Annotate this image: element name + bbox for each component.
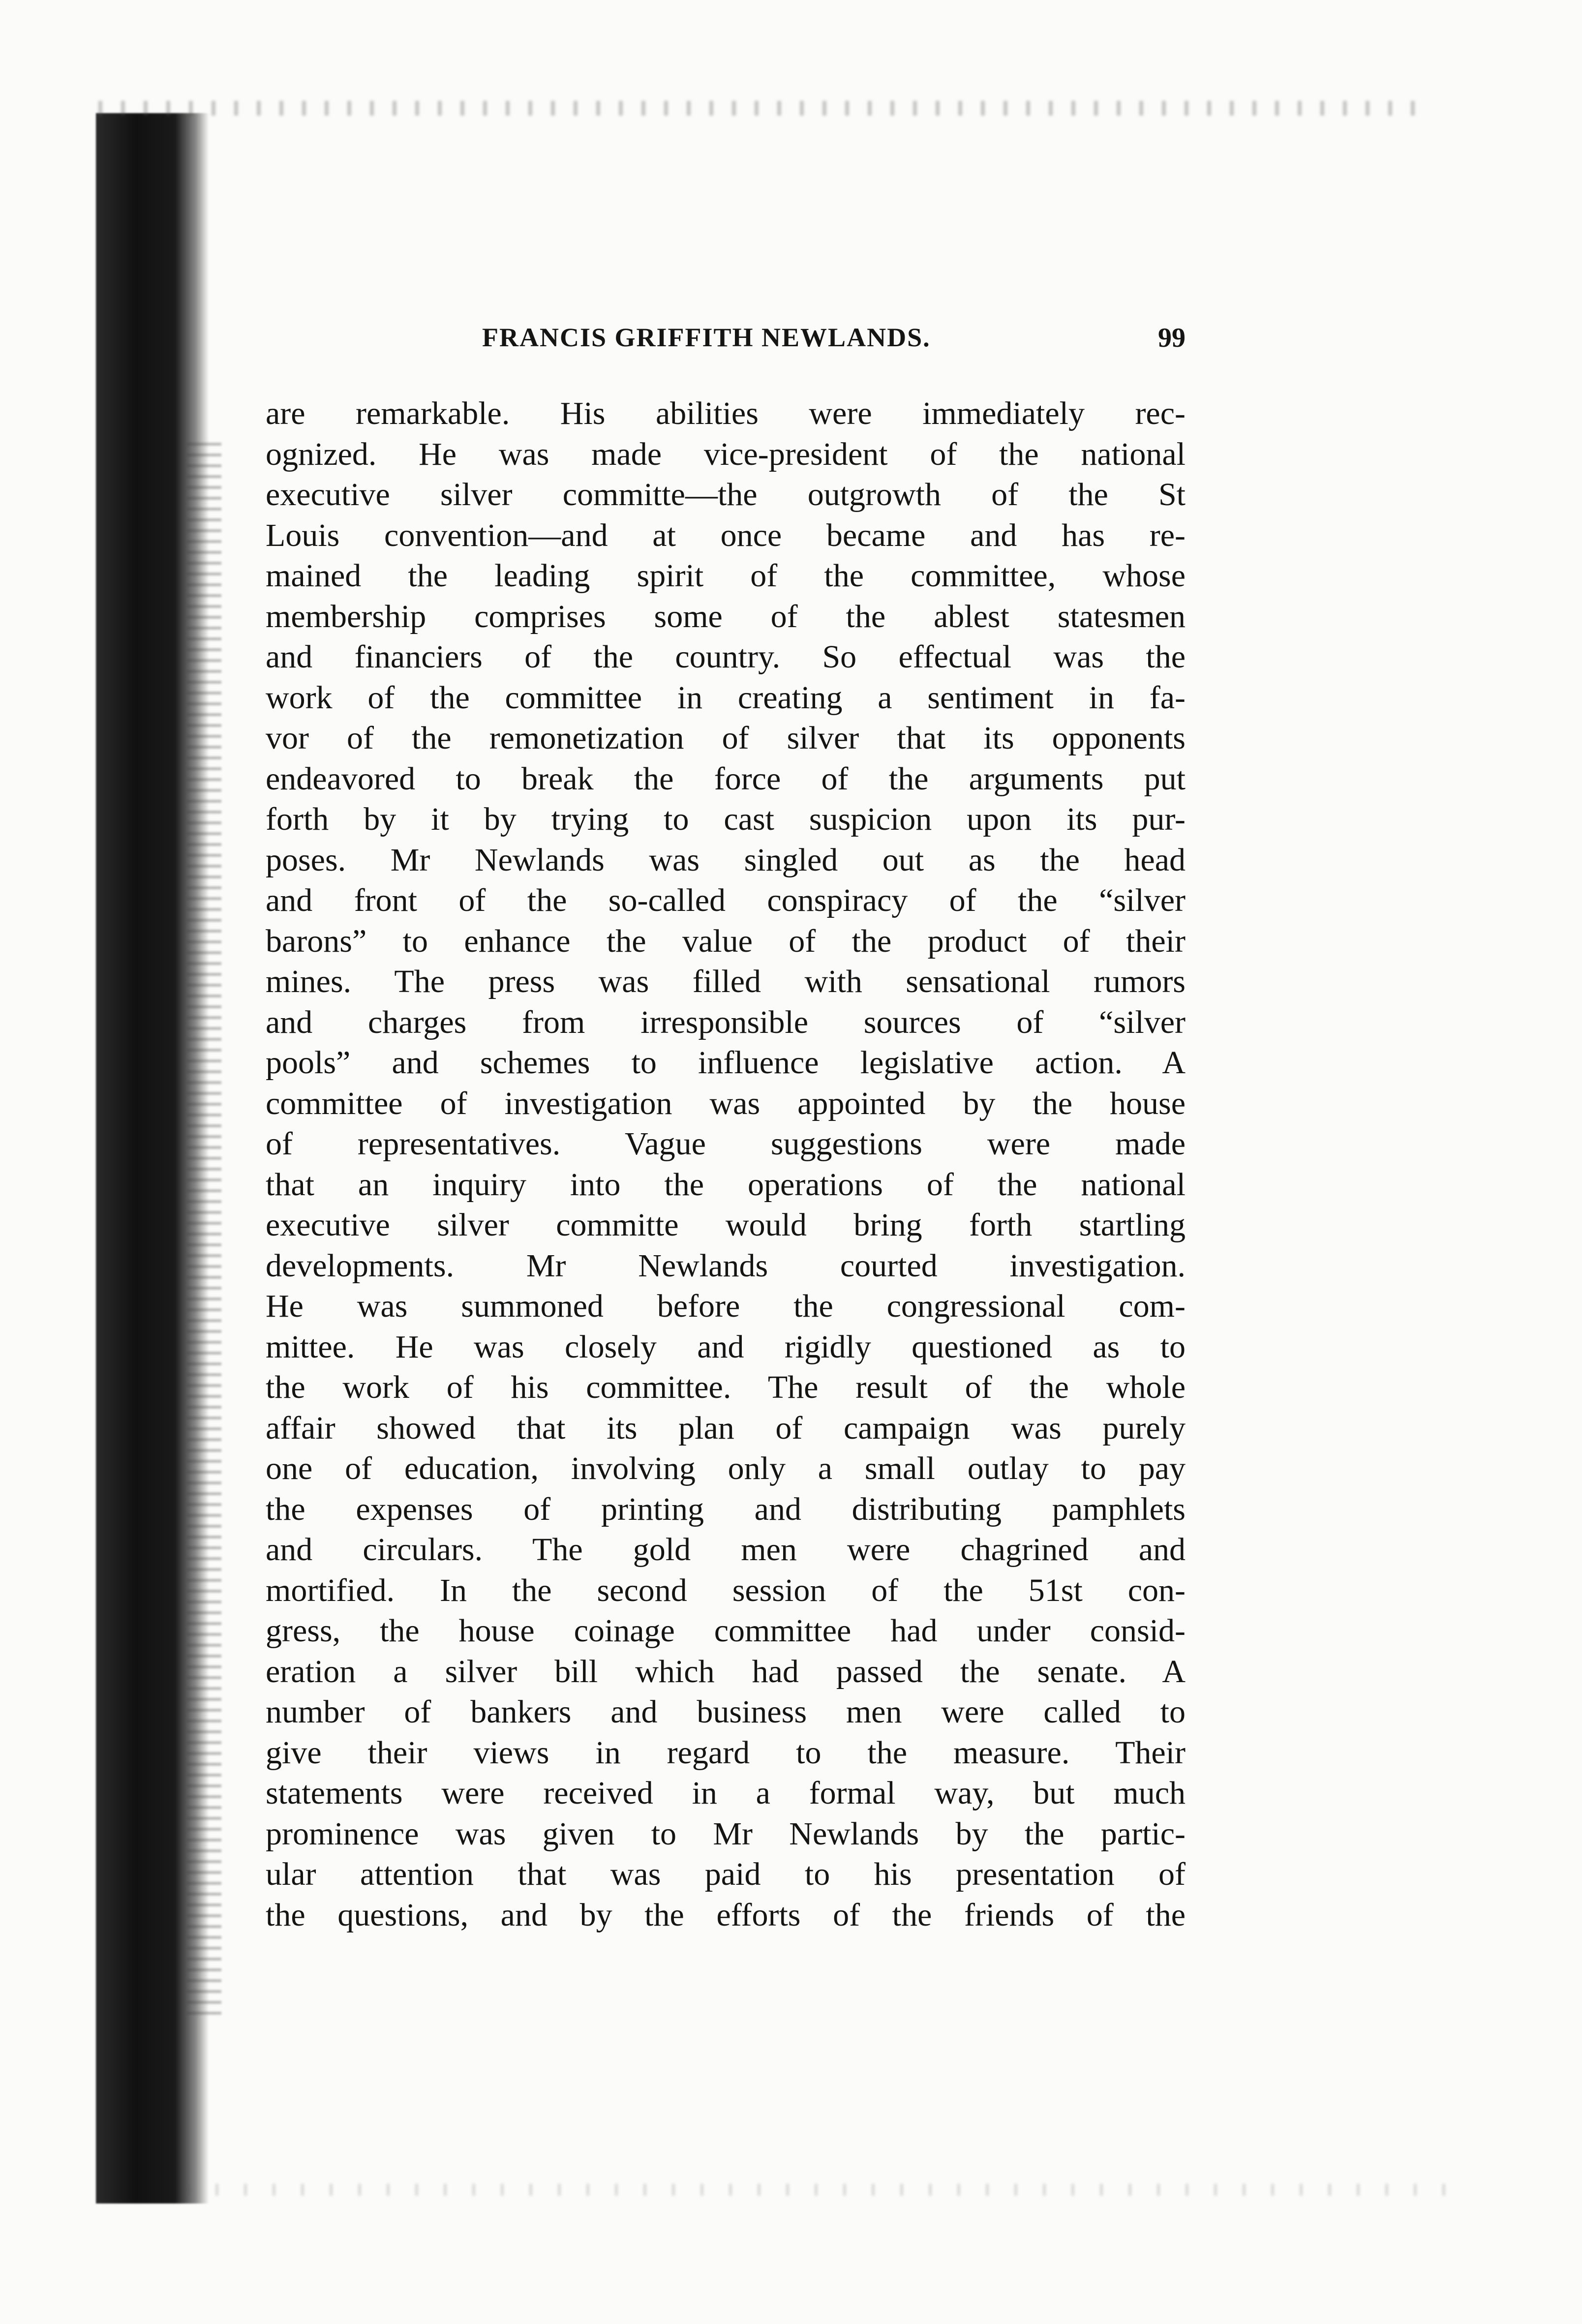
running-title: FRANCIS GRIFFITH NEWLANDS.	[482, 323, 931, 352]
text-line: and charges from irresponsible sources of “silver	[266, 1004, 1186, 1040]
text-line: eration a silver bill which had passed the senate. A	[266, 1653, 1186, 1690]
page-number: 99	[1158, 323, 1186, 353]
text-line: give their views in regard to the measure. Their	[266, 1734, 1186, 1771]
scan-noise-top	[98, 101, 1427, 116]
text-line: and circulars. The gold men were chagrined and	[266, 1532, 1186, 1568]
text-line: mortified. In the second session of the 51st con-	[266, 1572, 1186, 1608]
text-line: the questions, and by the efforts of the friends of the	[266, 1897, 1186, 1933]
text-line: mittee. He was closely and rigidly questioned as to	[266, 1328, 1186, 1365]
text-line: statements were received in a formal way, but much	[266, 1775, 1186, 1811]
text-line: endeavored to break the force of the arguments put	[266, 760, 1186, 797]
text-line: barons” to enhance the value of the product of their	[266, 923, 1186, 959]
text-line: committee of investigation was appointed by the house	[266, 1085, 1186, 1121]
text-line: number of bankers and business men were called to	[266, 1694, 1186, 1730]
text-line: that an inquiry into the operations of the national	[266, 1166, 1186, 1203]
text-line: and front of the so-called conspiracy of the “silver	[266, 882, 1186, 918]
text-line: work of the committee in creating a sentiment in fa-	[266, 679, 1186, 716]
text-line: ular attention that was paid to his presentation of	[266, 1856, 1186, 1892]
running-head	[266, 322, 1186, 362]
text-line: the expenses of printing and distributing pamphlets	[266, 1491, 1186, 1527]
scan-noise-bottom	[187, 2184, 1466, 2196]
text-line: He was summoned before the congressional com-	[266, 1288, 1186, 1324]
text-line: vor of the remonetization of silver that its opponents	[266, 720, 1186, 756]
text-line: gress, the house coinage committee had under consid-	[266, 1613, 1186, 1649]
body-text	[266, 393, 1186, 1935]
text-line: mained the leading spirit of the committee, whose	[266, 558, 1186, 594]
text-line: and financiers of the country. So effectual was the	[266, 639, 1186, 675]
text-line: Louis convention—and at once became and has re-	[266, 517, 1186, 553]
text-line: of representatives. Vague suggestions were made	[266, 1126, 1186, 1162]
text-line: mines. The press was filled with sensational rumors	[266, 964, 1186, 999]
text-line: the work of his committee. The result of the whole	[266, 1369, 1186, 1405]
text-line: are remarkable. His abilities were immediately rec-	[266, 395, 1186, 431]
text-line: developments. Mr Newlands courted investigation.	[266, 1247, 1186, 1284]
text-line: ognized. He was made vice-president of the national	[266, 436, 1186, 472]
text-line: affair showed that its plan of campaign was purely	[266, 1410, 1186, 1446]
text-line: poses. Mr Newlands was singled out as the head	[266, 842, 1186, 878]
text-line: forth by it by trying to cast suspicion upon its pur-	[266, 801, 1186, 837]
text-line: executive silver committe—the outgrowth of the St	[266, 477, 1186, 513]
text-line: executive silver committe would bring forth startling	[266, 1207, 1186, 1243]
text-line: one of education, involving only a small outlay to pay	[266, 1450, 1186, 1486]
text-line: pools” and schemes to influence legislative action. A	[266, 1045, 1186, 1081]
scan-speckle	[187, 443, 221, 2017]
text-line: prominence was given to Mr Newlands by the partic-	[266, 1815, 1186, 1852]
text-line: membership comprises some of the ablest statesmen	[266, 598, 1186, 634]
